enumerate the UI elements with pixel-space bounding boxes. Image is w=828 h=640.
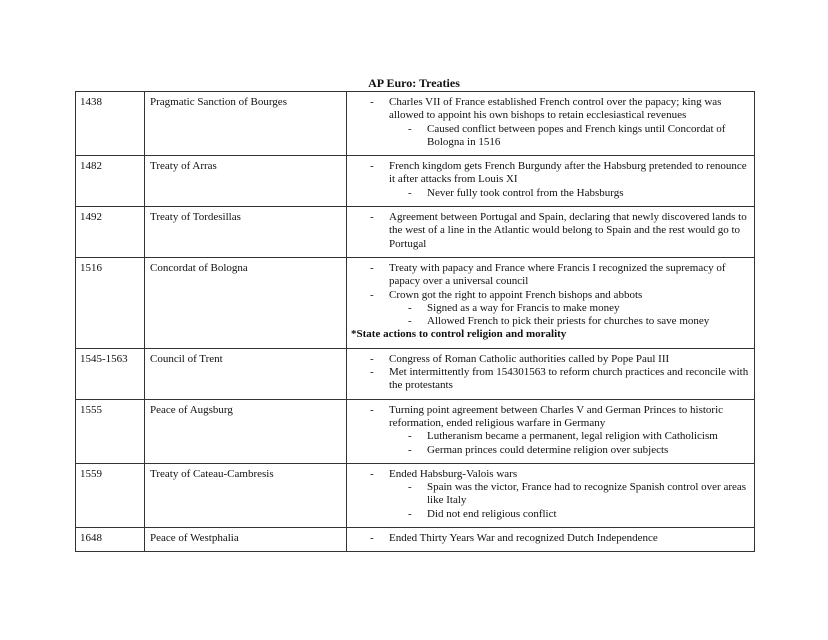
bullet-list: [351, 468, 750, 521]
treaty-name-cell: Peace of Westphalia: [145, 528, 347, 552]
table-row: [76, 463, 755, 527]
table-row: [76, 528, 755, 552]
bullet-item: - Met intermittently from 154301563 to reform church practices and reconcile with the protestants: [351, 366, 750, 393]
sub-bullet-item: - German princes could determine religion over subjects: [351, 444, 750, 457]
sub-bullet-item: - Signed as a way for Francis to make money: [351, 302, 750, 315]
treaty-name-cell: Pragmatic Sanction of Bourges: [145, 92, 347, 156]
treaties-table-body: [76, 92, 755, 552]
description-cell: [347, 528, 755, 552]
description-cell: [347, 207, 755, 258]
bullet-list: [351, 211, 750, 251]
table-row: [76, 92, 755, 156]
sub-bullet-item: - Allowed French to pick their priests for churches to save money: [351, 315, 750, 328]
sub-bullet-item: - Did not end religious conflict: [351, 508, 750, 521]
treaty-name-cell: Peace of Augsburg: [145, 399, 347, 463]
treaty-name-cell: Treaty of Cateau-Cambresis: [145, 463, 347, 527]
description-cell: [347, 348, 755, 399]
bullet-item: - Treaty with papacy and France where Francis I recognized the supremacy of papacy over a universal council: [351, 262, 750, 289]
bullet-item: - Crown got the right to appoint French bishops and abbots: [351, 289, 750, 302]
year-cell: 1555: [76, 399, 145, 463]
bullet-item: - Ended Habsburg-Valois wars: [351, 468, 750, 481]
year-cell: 1438: [76, 92, 145, 156]
note-text: *State actions to control religion and morality: [351, 328, 567, 341]
bullet-list: [351, 96, 750, 149]
year-cell: 1545-1563: [76, 348, 145, 399]
year-cell: 1648: [76, 528, 145, 552]
description-cell: [347, 92, 755, 156]
bullet-item: - Congress of Roman Catholic authorities called by Pope Paul III: [351, 353, 750, 366]
year-cell: 1559: [76, 463, 145, 527]
document-title: AP Euro: Treaties: [368, 76, 460, 90]
bullet-item: - Turning point agreement between Charles V and German Princes to historic reformation, ended religious warfare in Germany: [351, 404, 750, 431]
bullet-item: - Ended Thirty Years War and recognized Dutch Independence: [351, 532, 750, 545]
table-row: [76, 207, 755, 258]
table-row: [76, 257, 755, 348]
description-cell: [347, 463, 755, 527]
treaty-name-cell: Concordat of Bologna: [145, 257, 347, 348]
bullet-list: [351, 160, 750, 200]
table-row: [76, 156, 755, 207]
sub-bullet-item: - Never fully took control from the Habsburgs: [351, 187, 750, 200]
bullet-list: [351, 532, 750, 545]
description-cell: [347, 156, 755, 207]
treaty-name-cell: Council of Trent: [145, 348, 347, 399]
year-cell: 1492: [76, 207, 145, 258]
bullet-item: - French kingdom gets French Burgundy after the Habsburg pretended to renounce it after attacks from Louis XI: [351, 160, 750, 187]
treaty-name-cell: Treaty of Tordesillas: [145, 207, 347, 258]
treaties-table: [75, 91, 755, 552]
treaty-name-cell: Treaty of Arras: [145, 156, 347, 207]
bullet-list: [351, 353, 750, 393]
year-cell: 1482: [76, 156, 145, 207]
description-cell: [347, 399, 755, 463]
table-row: [76, 348, 755, 399]
description-cell: [347, 257, 755, 348]
sub-bullet-item: - Lutheranism became a permanent, legal religion with Catholicism: [351, 430, 750, 443]
bullet-list: [351, 404, 750, 457]
bullet-list: [351, 262, 750, 328]
year-cell: 1516: [76, 257, 145, 348]
bullet-item: - Charles VII of France established French control over the papacy; king was allowed to appoint his own bishops to retain ecclesiastical revenues: [351, 96, 750, 123]
table-row: [76, 399, 755, 463]
sub-bullet-item: - Spain was the victor, France had to recognize Spanish control over areas like Italy: [351, 481, 750, 508]
bullet-item: - Agreement between Portugal and Spain, declaring that newly discovered lands to the west of a line in the Atlantic would belong to Spain and the rest would go to Portugal: [351, 211, 750, 251]
sub-bullet-item: - Caused conflict between popes and French kings until Concordat of Bologna in 1516: [351, 123, 750, 150]
